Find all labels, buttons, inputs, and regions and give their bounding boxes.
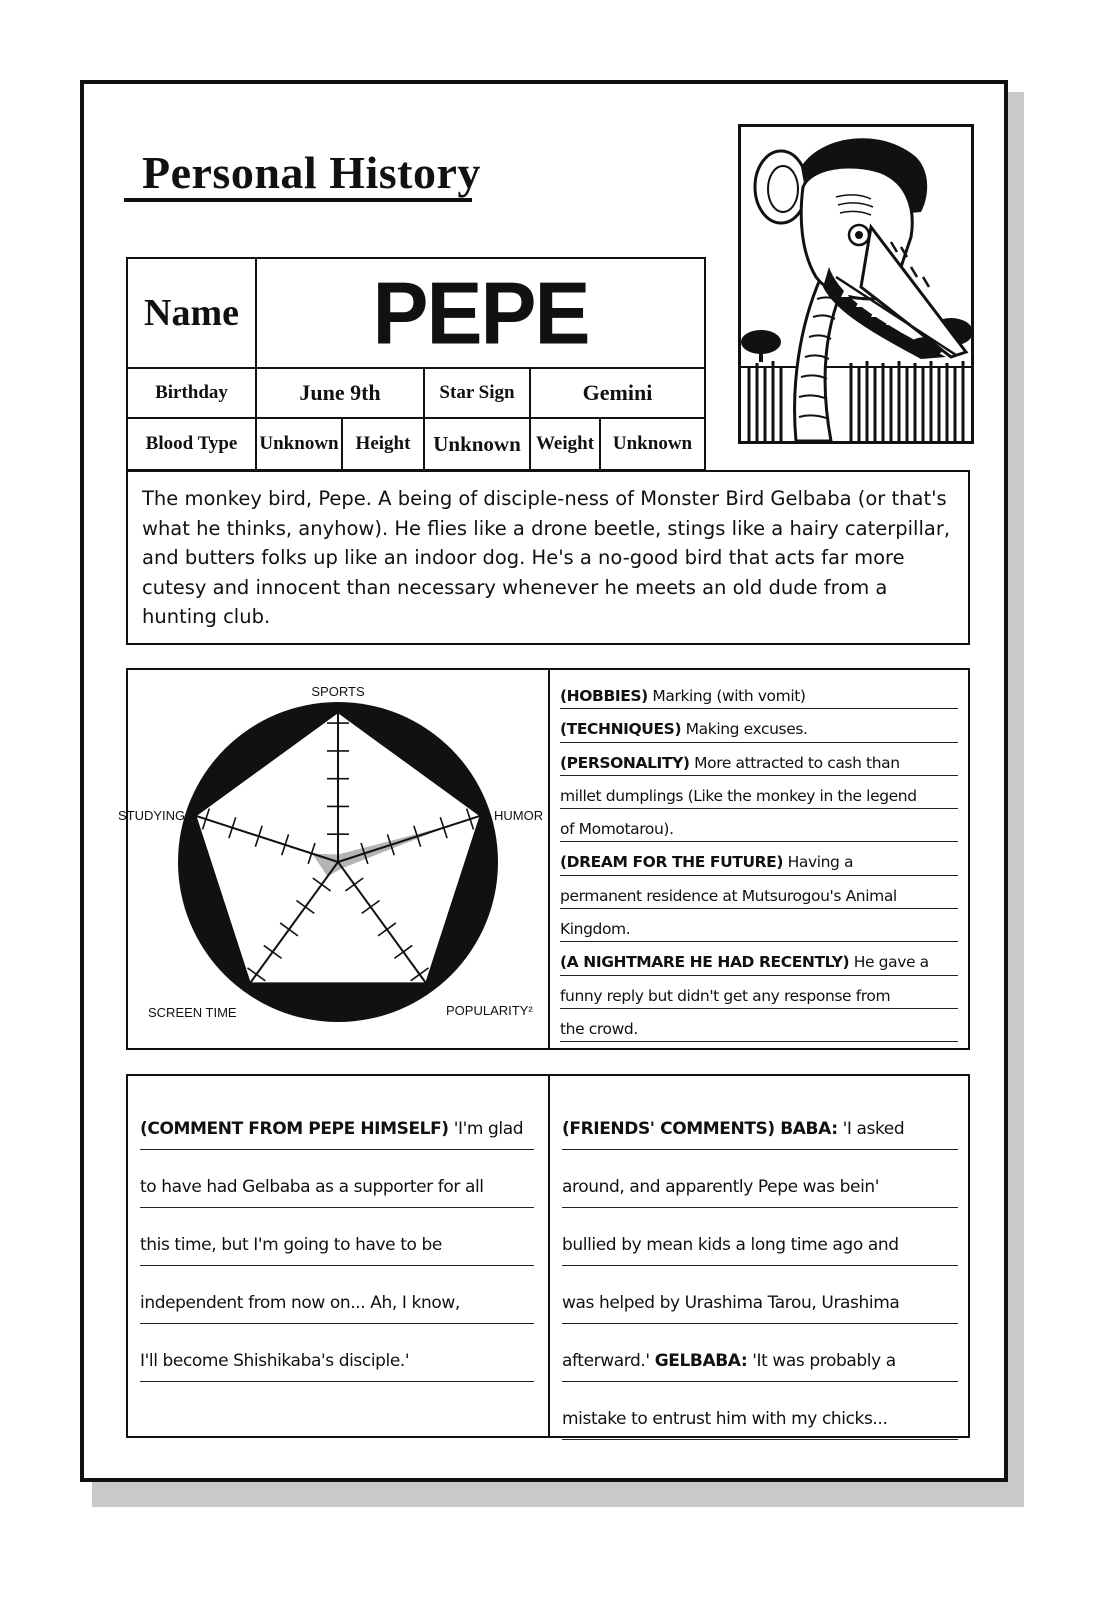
birthday-label: Birthday [127,368,256,418]
blood-type-value: Unknown [256,418,342,470]
comments_friends-line [562,1092,958,1150]
comments_self-text: this time, but I'm going to have to be [140,1235,442,1255]
traits-text: Making excuses. [681,720,808,739]
profile-table [126,257,706,471]
traits-line [560,976,958,1009]
page-title: Personal History [142,147,481,198]
name-value: PEPE [256,255,705,371]
weight-value: Unknown [600,418,705,470]
traits-label: (TECHNIQUES) [560,720,682,739]
birthday-value: June 9th [256,368,424,418]
comments_self-text: 'I'm glad [448,1119,524,1139]
profile-card [80,80,1008,1482]
traits-line [560,909,958,942]
name-label: Name [127,258,256,368]
comments_self-text: independent from now on... Ah, I know, [140,1293,460,1313]
comments_self-line [140,1266,534,1324]
comments_friends-line [562,1208,958,1266]
traits-label: (DREAM FOR THE FUTURE) [560,853,784,872]
character-portrait [738,124,974,444]
traits-line [560,1009,958,1042]
height-value: Unknown [424,418,530,470]
comments_friends-line [562,1324,958,1382]
traits-text: Kingdom. [560,920,631,939]
comments_friends-text: 'I asked [837,1119,905,1139]
friends-comments [562,1092,958,1440]
stats-divider [548,670,550,1048]
traits-line [560,743,958,776]
comments_friends-text: bullied by mean kids a long time ago and [562,1235,899,1255]
self-comment [140,1092,534,1382]
traits-line [560,709,958,742]
height-label: Height [342,418,424,470]
traits-line [560,809,958,842]
traits-line [560,876,958,909]
comments-panel [126,1074,970,1438]
comments-divider [548,1076,550,1436]
comments_self-line [140,1324,534,1382]
comments_self-line [140,1092,534,1150]
traits-list [560,676,958,1042]
traits-label: (PERSONALITY) [560,753,690,772]
comments_self-text: I'll become Shishikaba's disciple.' [140,1351,410,1371]
radar-axis-label: STUDYING [118,808,186,823]
weight-label: Weight [530,418,600,470]
traits-text: permanent residence at Mutsurogou's Animal [560,886,897,905]
stats-panel [118,668,970,1050]
traits-label: (HOBBIES) [560,687,648,705]
traits-text: the crowd. [560,1019,638,1038]
comments_self-text: to have had Gelbaba as a supporter for all [140,1177,484,1197]
comments_friends-text: was helped by Urashima Tarou, Urashima [562,1293,900,1313]
traits-text: funny reply but didn't get any response from [560,986,891,1005]
traits-line [560,942,958,975]
comments_friends-line [562,1382,958,1440]
radar-axis-label: HUMOR [494,808,544,823]
comments_friends-text: around, and apparently Pepe was bein' [562,1177,880,1197]
comments_friends-line [562,1150,958,1208]
comments_self-line [140,1150,534,1208]
traits-text: of Momotarou). [560,820,674,839]
radar-axis-label: SCREEN TIME [148,1005,237,1020]
radar-axis-label: SPORTS [311,684,365,699]
star-sign-label: Star Sign [424,368,530,418]
comments_friends-line [562,1266,958,1324]
comments_friends-text2: 'It was probably a [747,1351,896,1371]
comments_friends-label2: GELBABA: [654,1351,748,1371]
traits-line [560,842,958,875]
traits-line [560,676,958,709]
traits-text: More attracted to cash than [689,753,900,772]
traits-label: (A NIGHTMARE HE HAD RECENTLY) [560,953,850,972]
traits-text: Marking (with vomit) [647,687,806,705]
comments_friends-label: (FRIENDS' COMMENTS) BABA: [562,1119,838,1139]
radar-chart [118,670,548,1050]
blood-type-label: Blood Type [127,418,256,470]
traits-text: He gave a [849,953,929,972]
traits-line [560,776,958,809]
comments_self-label: (COMMENT FROM PEPE HIMSELF) [140,1119,449,1139]
traits-text: millet dumplings (Like the monkey in the legend [560,786,917,805]
traits-text: Having a [783,853,854,872]
character-description: The monkey bird, Pepe. A being of disciple-ness of Monster Bird Gelbaba (or that's what he thinks, anyhow). He flies like a drone beetle, stings like a hairy caterpillar, and butters folks up like an indoor dog. He's a no-good bird that acts far more cutesy and innocent than necessary whenever he meets an old dude from a hunting club. [126,470,970,645]
comments_friends-text: afterward.' [562,1351,655,1371]
title-underline [124,198,472,202]
radar-axis-label: POPULARITY² [446,1003,533,1018]
star-sign-value: Gemini [530,368,705,418]
comments_self-line [140,1208,534,1266]
comments_friends-text: mistake to entrust him with my chicks... [562,1409,888,1429]
